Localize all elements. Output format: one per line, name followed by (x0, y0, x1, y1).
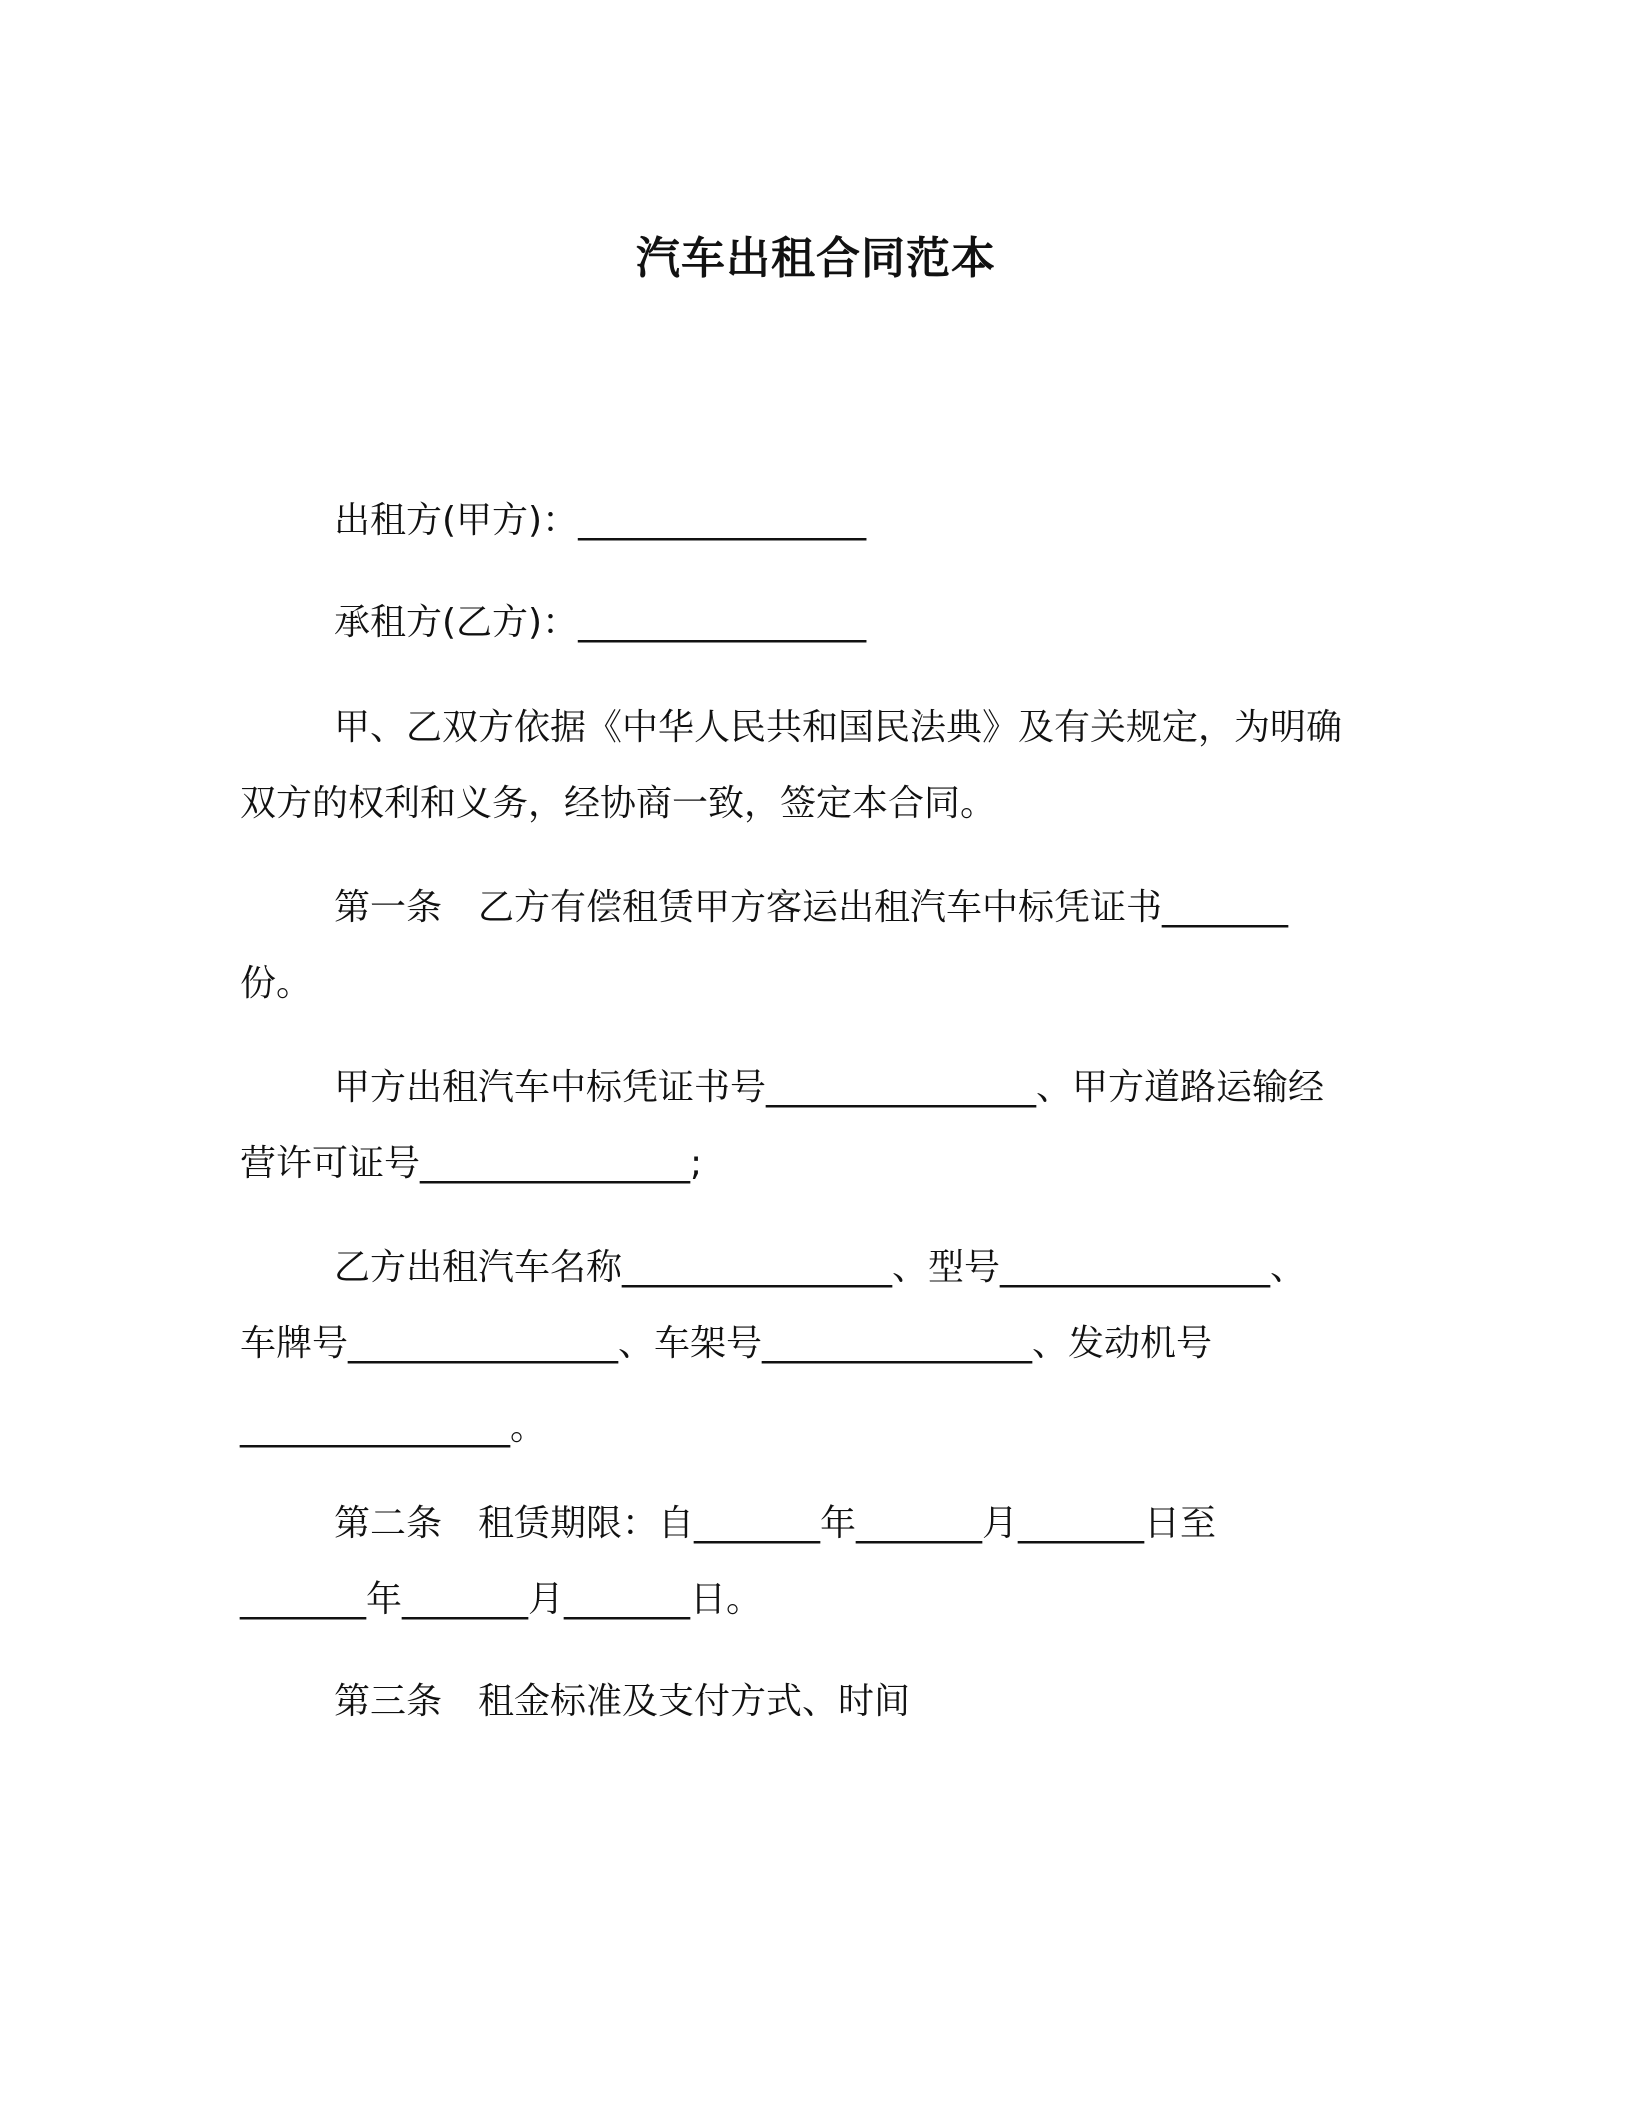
certificate-line-2: 营许可证号_______________; (240, 1143, 703, 1184)
vehicle-line-3: _______________。 (240, 1407, 546, 1448)
certificate-line-1: 甲方出租汽车中标凭证书号_______________、甲方道路运输经 (334, 1067, 1325, 1108)
article-1-line-1: 第一条 乙方有偿租赁甲方客运出租汽车中标凭证书_______ (334, 887, 1289, 928)
vehicle-line-2: 车牌号_______________、车架号_______________、发动机号 (240, 1323, 1213, 1364)
article-1-line-2: 份。 (240, 963, 313, 1004)
preamble-line-2: 双方的权利和义务，经协商一致，签定本合同。 (240, 783, 997, 824)
article-3-heading: 第三条 租金标准及支付方式、时间 (334, 1681, 911, 1722)
vehicle-line-1: 乙方出租汽车名称_______________、型号_______________、 (334, 1247, 1307, 1288)
lessor-line: 出租方(甲方)：________________ (334, 500, 867, 541)
preamble-line-1: 甲、乙双方依据《中华人民共和国民法典》及有关规定，为明确 (334, 707, 1343, 748)
article-2-line-2: _______年_______月_______日。 (240, 1579, 762, 1620)
article-2-line-1: 第二条 租赁期限：自_______年_______月_______日至 (334, 1503, 1217, 1544)
lessee-line: 承租方(乙方)：________________ (334, 602, 867, 643)
document-title: 汽车出租合同范本 (636, 233, 996, 284)
